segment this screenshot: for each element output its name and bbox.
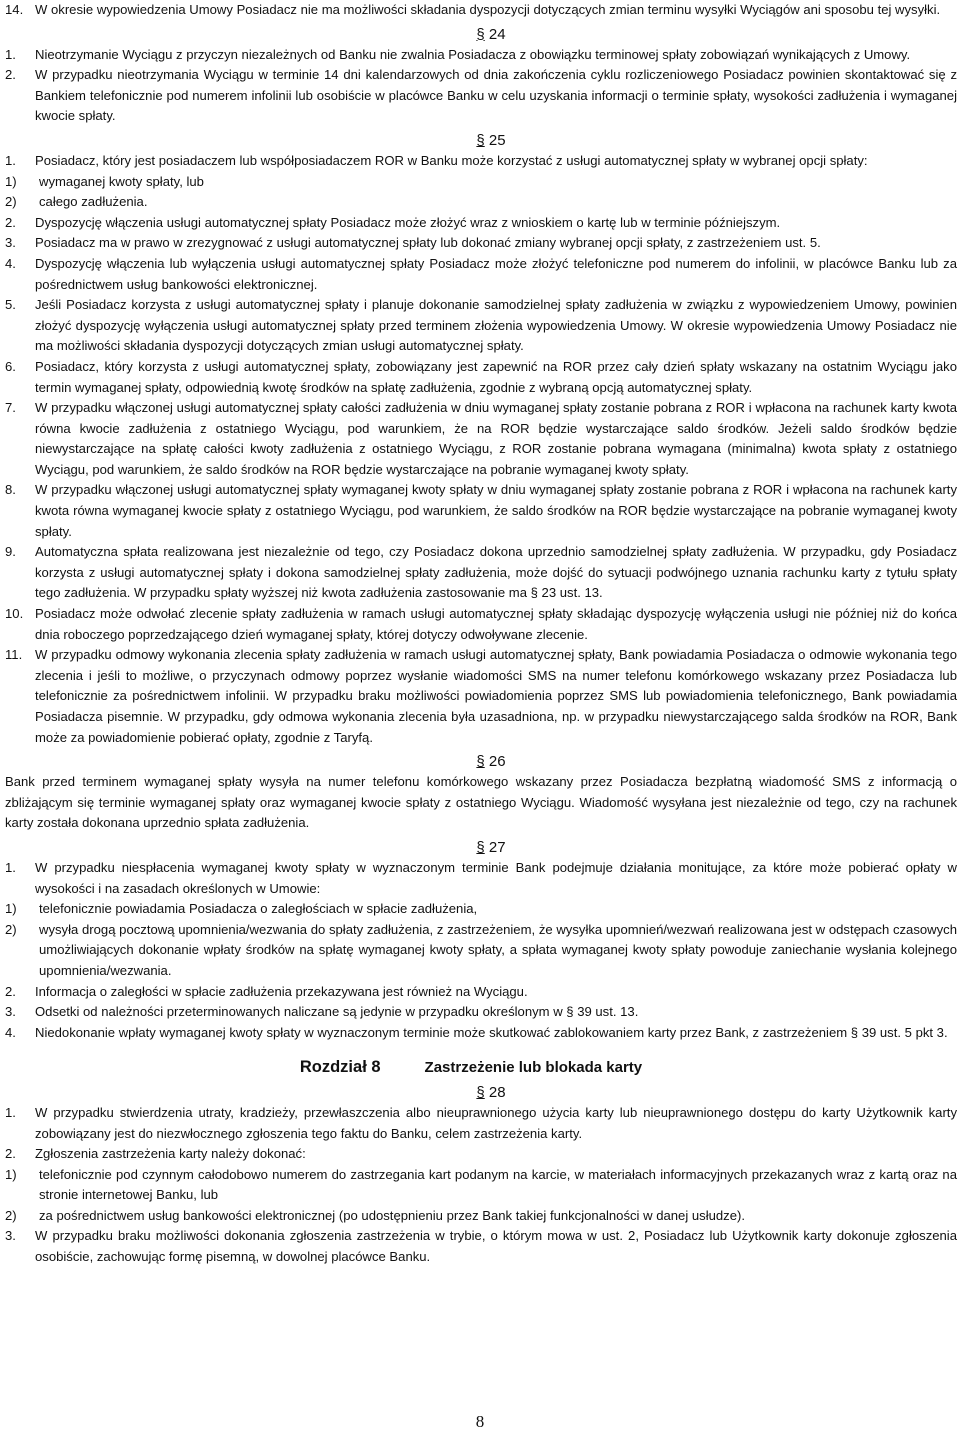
section-number: 24 [488, 25, 506, 43]
paragraph-number: 14. [5, 2, 24, 17]
numbered-paragraph [5, 254, 957, 295]
section-heading [5, 1082, 957, 1103]
numbered-paragraph [5, 1226, 957, 1267]
paragraph-text: W przypadku odmowy wykonania zlecenia spłaty zadłużenia w ramach usługi automatycznej spłaty, Bank powiadamia Posiadacza o odmowie wykonania tego zlecenia i jeśli to możliwe, o przyczynach odmowy poprzez wysłanie wiadomości SMS na numer telefonu komórkowego wskazany przez Posiadacza lub telefonicznie za pośrednictwem infolinii. W przypadku braku możliwości powiadomienia poprzez SMS lub powiadomienia telefonicznego, Bank powiadamia Posiadacza pisemnie. W przypadku, gdy odmowa wykonania zlecenia była uzasadniona, np. w przypadku niewystarczającego salda środków na ROR, Bank może za powiadomienie pobierać opłaty, zgodnie z Taryfą. [35, 647, 957, 745]
numbered-paragraph [5, 1144, 957, 1165]
sub-point-number: 1) [5, 173, 17, 189]
numbered-paragraph [5, 357, 957, 398]
numbered-paragraph [5, 645, 957, 748]
paragraph-number: 7. [5, 400, 16, 416]
section-sign: § [476, 753, 485, 771]
plain-paragraph: Bank przed terminem wymaganej spłaty wysyła na numer telefonu komórkowego wskazany przez Posiadacza bezpłatną wiadomość SMS z informacją o zbliżającym się terminie wymaganej spłaty oraz wymaganej kwocie spłaty z ostatniego Wyciągu. Wiadomość wysyłana jest niezależnie od tego, czy na rachunek karty została dokonana uprzednio spłata zadłużenia. [5, 774, 957, 831]
paragraph-text: W przypadku niespłacenia wymaganej kwoty spłaty w wyznaczonym terminie Bank podejmuje działania monitujące, za które może pobierać opłaty w wysokości i na zasadach określonych w Umowie: [35, 859, 957, 896]
section-heading [5, 751, 957, 772]
paragraph-text: Posiadacz ma w prawo w zrezygnować z usługi automatycznej spłaty lub dokonać zmiany wybranej opcji spłaty, z zastrzeżeniem ust. 5. [35, 235, 821, 251]
chapter-heading [5, 1057, 957, 1079]
paragraph-number: 2. [5, 983, 16, 999]
paragraph-number: 3. [5, 235, 16, 251]
sub-point [5, 1165, 957, 1206]
numbered-paragraph [5, 1103, 957, 1144]
section-heading [5, 24, 957, 45]
paragraph-number: 2. [5, 214, 16, 230]
paragraph-number: 11. [5, 647, 23, 663]
paragraph-text: W okresie wypowiedzenia Umowy Posiadacz nie ma możliwości składania dyspozycji dotyczących zmian terminu wysyłki Wyciągów ani sposobu tej wysyłki. [35, 2, 941, 17]
paragraph-number: 6. [5, 358, 16, 374]
sub-point-number: 2) [5, 1207, 17, 1223]
paragraph-text: Odsetki od należności przeterminowanych naliczane są jedynie w przypadku określonym w § 39 ust. 13. [35, 1004, 639, 1020]
paragraph-number: 5. [5, 297, 16, 313]
sub-point-text: całego zadłużenia. [39, 194, 148, 210]
paragraph-number: 1. [5, 46, 16, 62]
sub-point-text: wymaganej kwoty spłaty, lub [39, 173, 204, 189]
document-body [5, 0, 957, 1268]
paragraph-text: W przypadku włączonej usługi automatycznej spłaty całości zadłużenia w dniu wymaganej spłaty zostanie pobrana z ROR i wpłacona na rachunek karty kwota równa kwocie zadłużenia z ostatniego Wyciągu, pod warunkiem, że na ROR będzie wystarczające saldo środków. Jeżeli saldo środków będzie niewystarczające na spłatę całości kwoty zadłużenia z ostatniego Wyciągu, z ROR zostanie pobrana wymagana (minimalna) kwota spłaty z ostatniego Wyciągu, pod warunkiem, że saldo środków na ROR będzie wystarczające na pobranie wymaganej kwoty spłaty. [35, 400, 957, 477]
section-sign: § [476, 25, 485, 43]
paragraph-text: Niedokonanie wpłaty wymaganej kwoty spłaty w wyznaczonym terminie może skutkować zablokowaniem karty przez Bank, z zastrzeżeniem § 39 ust. 5 pkt 3. [35, 1024, 948, 1040]
paragraph-text: Informacja o zaległości w spłacie zadłużenia przekazywana jest również na Wyciągu. [35, 983, 528, 999]
sub-point [5, 172, 957, 193]
numbered-paragraph [5, 213, 957, 234]
sub-point-text: telefonicznie pod czynnym całodobowo numerem do zastrzegania kart podanym na karcie, w materiałach informacyjnych przekazanych wraz z kartą oraz na stronie internetowej Banku, lub [39, 1166, 957, 1203]
section-number: 25 [488, 131, 506, 149]
paragraph-text: Jeśli Posiadacz korzysta z usługi automatycznej spłaty i planuje dokonanie samodzielnej spłaty zadłużenia w związku z wypowiedzeniem Umowy, powinien złożyć dyspozycję wyłączenia usługi automatycznej spłaty przed terminem złożenia wypowiedzenia Umowy. W okresie wypowiedzenia Umowy Posiadacz nie ma możliwości składania dyspozycji dotyczących zmian usługi automatycznej spłaty. [35, 297, 957, 354]
section-sign: § [476, 131, 485, 149]
paragraph-number: 2. [5, 67, 16, 83]
numbered-paragraph [5, 233, 957, 254]
sub-point-text: telefonicznie powiadamia Posiadacza o zaległościach w spłacie zadłużenia, [39, 901, 478, 917]
sub-point [5, 192, 957, 213]
sub-point-number: 1) [5, 901, 17, 917]
numbered-paragraph [5, 65, 957, 127]
numbered-paragraph [5, 1002, 957, 1023]
sub-point [5, 920, 957, 982]
numbered-paragraph [5, 1023, 957, 1044]
paragraph-text: W przypadku nieotrzymania Wyciągu w terminie 14 dni kalendarzowych od dnia zakończenia cyklu rozliczeniowego Posiadacz powinien skontaktować się z Bankiem telefonicznie pod numerem infolinii lub osobiście w placówce Banku w celu uzyskania informacji o terminie spłaty, wysokości zadłużenia i wymaganej kwocie spłaty. [35, 67, 957, 124]
sub-point-text: za pośrednictwem usług bankowości elektronicznej (po udostępnieniu przez Bank takiej funkcjonalności w danej usłudze). [39, 1207, 746, 1223]
paragraph-number: 1. [5, 152, 16, 168]
numbered-paragraph [5, 542, 957, 604]
section-number: 27 [488, 838, 506, 856]
sub-point [5, 899, 957, 920]
paragraph-number: 4. [5, 255, 16, 271]
numbered-paragraph [5, 858, 957, 899]
sub-point-number: 1) [5, 1166, 17, 1182]
paragraph-text: Posiadacz, który korzysta z usługi automatycznej spłaty, zobowiązany jest zapewnić na ROR przez cały dzień spłaty wskazany na ostatnim Wyciągu jako termin wymaganej spłaty, odpowiednią kwotę środków na spłatę zadłużenia, zgodnie z wybraną opcją automatycznej spłaty. [35, 358, 957, 395]
numbered-paragraph [5, 0, 957, 21]
paragraph-number: 3. [5, 1228, 16, 1244]
paragraph-text: W przypadku stwierdzenia utraty, kradzieży, przewłaszczenia albo nieuprawnionego użycia karty lub nieuprawnionego dostępu do karty Użytkownik karty zobowiązany jest do niezwłocznego zgłoszenia tego faktu do Banku, celem zastrzeżenia karty. [35, 1104, 957, 1141]
section-heading [5, 130, 957, 151]
chapter-number: Rozdział 8 [299, 1058, 381, 1077]
paragraph-number: 8. [5, 482, 16, 498]
paragraph-text: Zgłoszenia zastrzeżenia karty należy dokonać: [35, 1146, 306, 1162]
sub-point [5, 1206, 957, 1227]
section-sign: § [476, 838, 485, 856]
paragraph-number: 3. [5, 1004, 16, 1020]
paragraph-text: Dyspozycję włączenia lub wyłączenia usługi automatycznej spłaty Posiadacz może złożyć telefoniczne pod numerem do infolinii, w placówce Banku lub za pośrednictwem usług bankowości elektronicznej. [35, 255, 957, 292]
section-number: 28 [488, 1083, 506, 1101]
paragraph-number: 1. [5, 859, 16, 875]
section-sign: § [476, 1083, 485, 1101]
chapter-title: Zastrzeżenie lub blokada karty [424, 1059, 643, 1077]
numbered-paragraph [5, 604, 957, 645]
sub-point-number: 2) [5, 921, 17, 937]
numbered-paragraph [5, 151, 957, 172]
paragraph-number: 9. [5, 544, 16, 560]
paragraph-number: 1. [5, 1104, 16, 1120]
section-heading [5, 837, 957, 858]
numbered-paragraph [5, 982, 957, 1003]
section-number: 26 [488, 753, 506, 771]
paragraph-text: Posiadacz, który jest posiadaczem lub współposiadaczem ROR w Banku może korzystać z usługi automatycznej spłaty w wybranej opcji spłaty: [35, 152, 868, 168]
paragraph-number: 10. [5, 606, 24, 622]
numbered-paragraph [5, 480, 957, 542]
paragraph-text: W przypadku braku możliwości dokonania zgłoszenia zastrzeżenia w trybie, o którym mowa w ust. 2, Posiadacz lub Użytkownik karty dokonuje zgłoszenia osobiście, zachowując formę pisemną, w dowolnej placówce Banku. [35, 1228, 957, 1265]
paragraph-text: Posiadacz może odwołać zlecenie spłaty zadłużenia w ramach usługi automatycznej spłaty składając dyspozycję wyłączenia usługi nie później niż do końca dnia roboczego poprzedzającego dzień wymaganej spłaty, której dotyczy odwoływane zlecenie. [35, 606, 957, 642]
numbered-paragraph [5, 398, 957, 480]
paragraph-text: Nieotrzymanie Wyciągu z przyczyn niezależnych od Banku nie zwalnia Posiadacza z obowiązku terminowej spłaty zobowiązań wynikających z Umowy. [35, 46, 911, 62]
paragraph-text: Automatyczna spłata realizowana jest niezależnie od tego, czy Posiadacz dokona uprzednio samodzielnej spłaty zadłużenia. W przypadku, gdy Posiadacz korzysta z usługi automatycznej spłaty i dokona samodzielnej spłaty zadłużenia, może dojść do sytuacji podwójnego uznania rachunku karty z tytułu spłaty tego zadłużenia. W przypadku spłaty wyższej niż kwota zadłużenia zastosowanie ma § 23 ust. 13. [35, 544, 957, 601]
paragraph-text: Dyspozycję włączenia usługi automatycznej spłaty Posiadacz może złożyć wraz z wnioskiem o kartę lub w terminie późniejszym. [35, 214, 781, 230]
sub-point-number: 2) [5, 194, 17, 210]
paragraph-number: 4. [5, 1024, 16, 1040]
numbered-paragraph [5, 45, 957, 66]
sub-point-text: wysyła drogą pocztową upomnienia/wezwania do spłaty zadłużenia, z zastrzeżeniem, że wysyłka upomnień/wezwań realizowana jest w odstępach czasowych umożliwiających dokonanie wpłaty środków na spłatę wymaganej kwoty spłaty, a spłata wymaganej kwoty spłaty powoduje zaniechanie wysłania kolejnego upomnienia/wezwania. [39, 921, 957, 978]
numbered-paragraph [5, 295, 957, 357]
page-number: 8 [475, 1412, 485, 1431]
paragraph-text: W przypadku włączonej usługi automatycznej spłaty wymaganej kwoty spłaty w dniu wymaganej spłaty zostanie pobrana z ROR i wpłacona na rachunek karty kwota równa wymaganej kwocie spłaty z ostatniego Wyciągu, pod warunkiem, że saldo środków na ROR będzie wystarczające na pobranie wymaganej kwoty spłaty. [35, 482, 957, 539]
paragraph-number: 2. [5, 1146, 16, 1162]
